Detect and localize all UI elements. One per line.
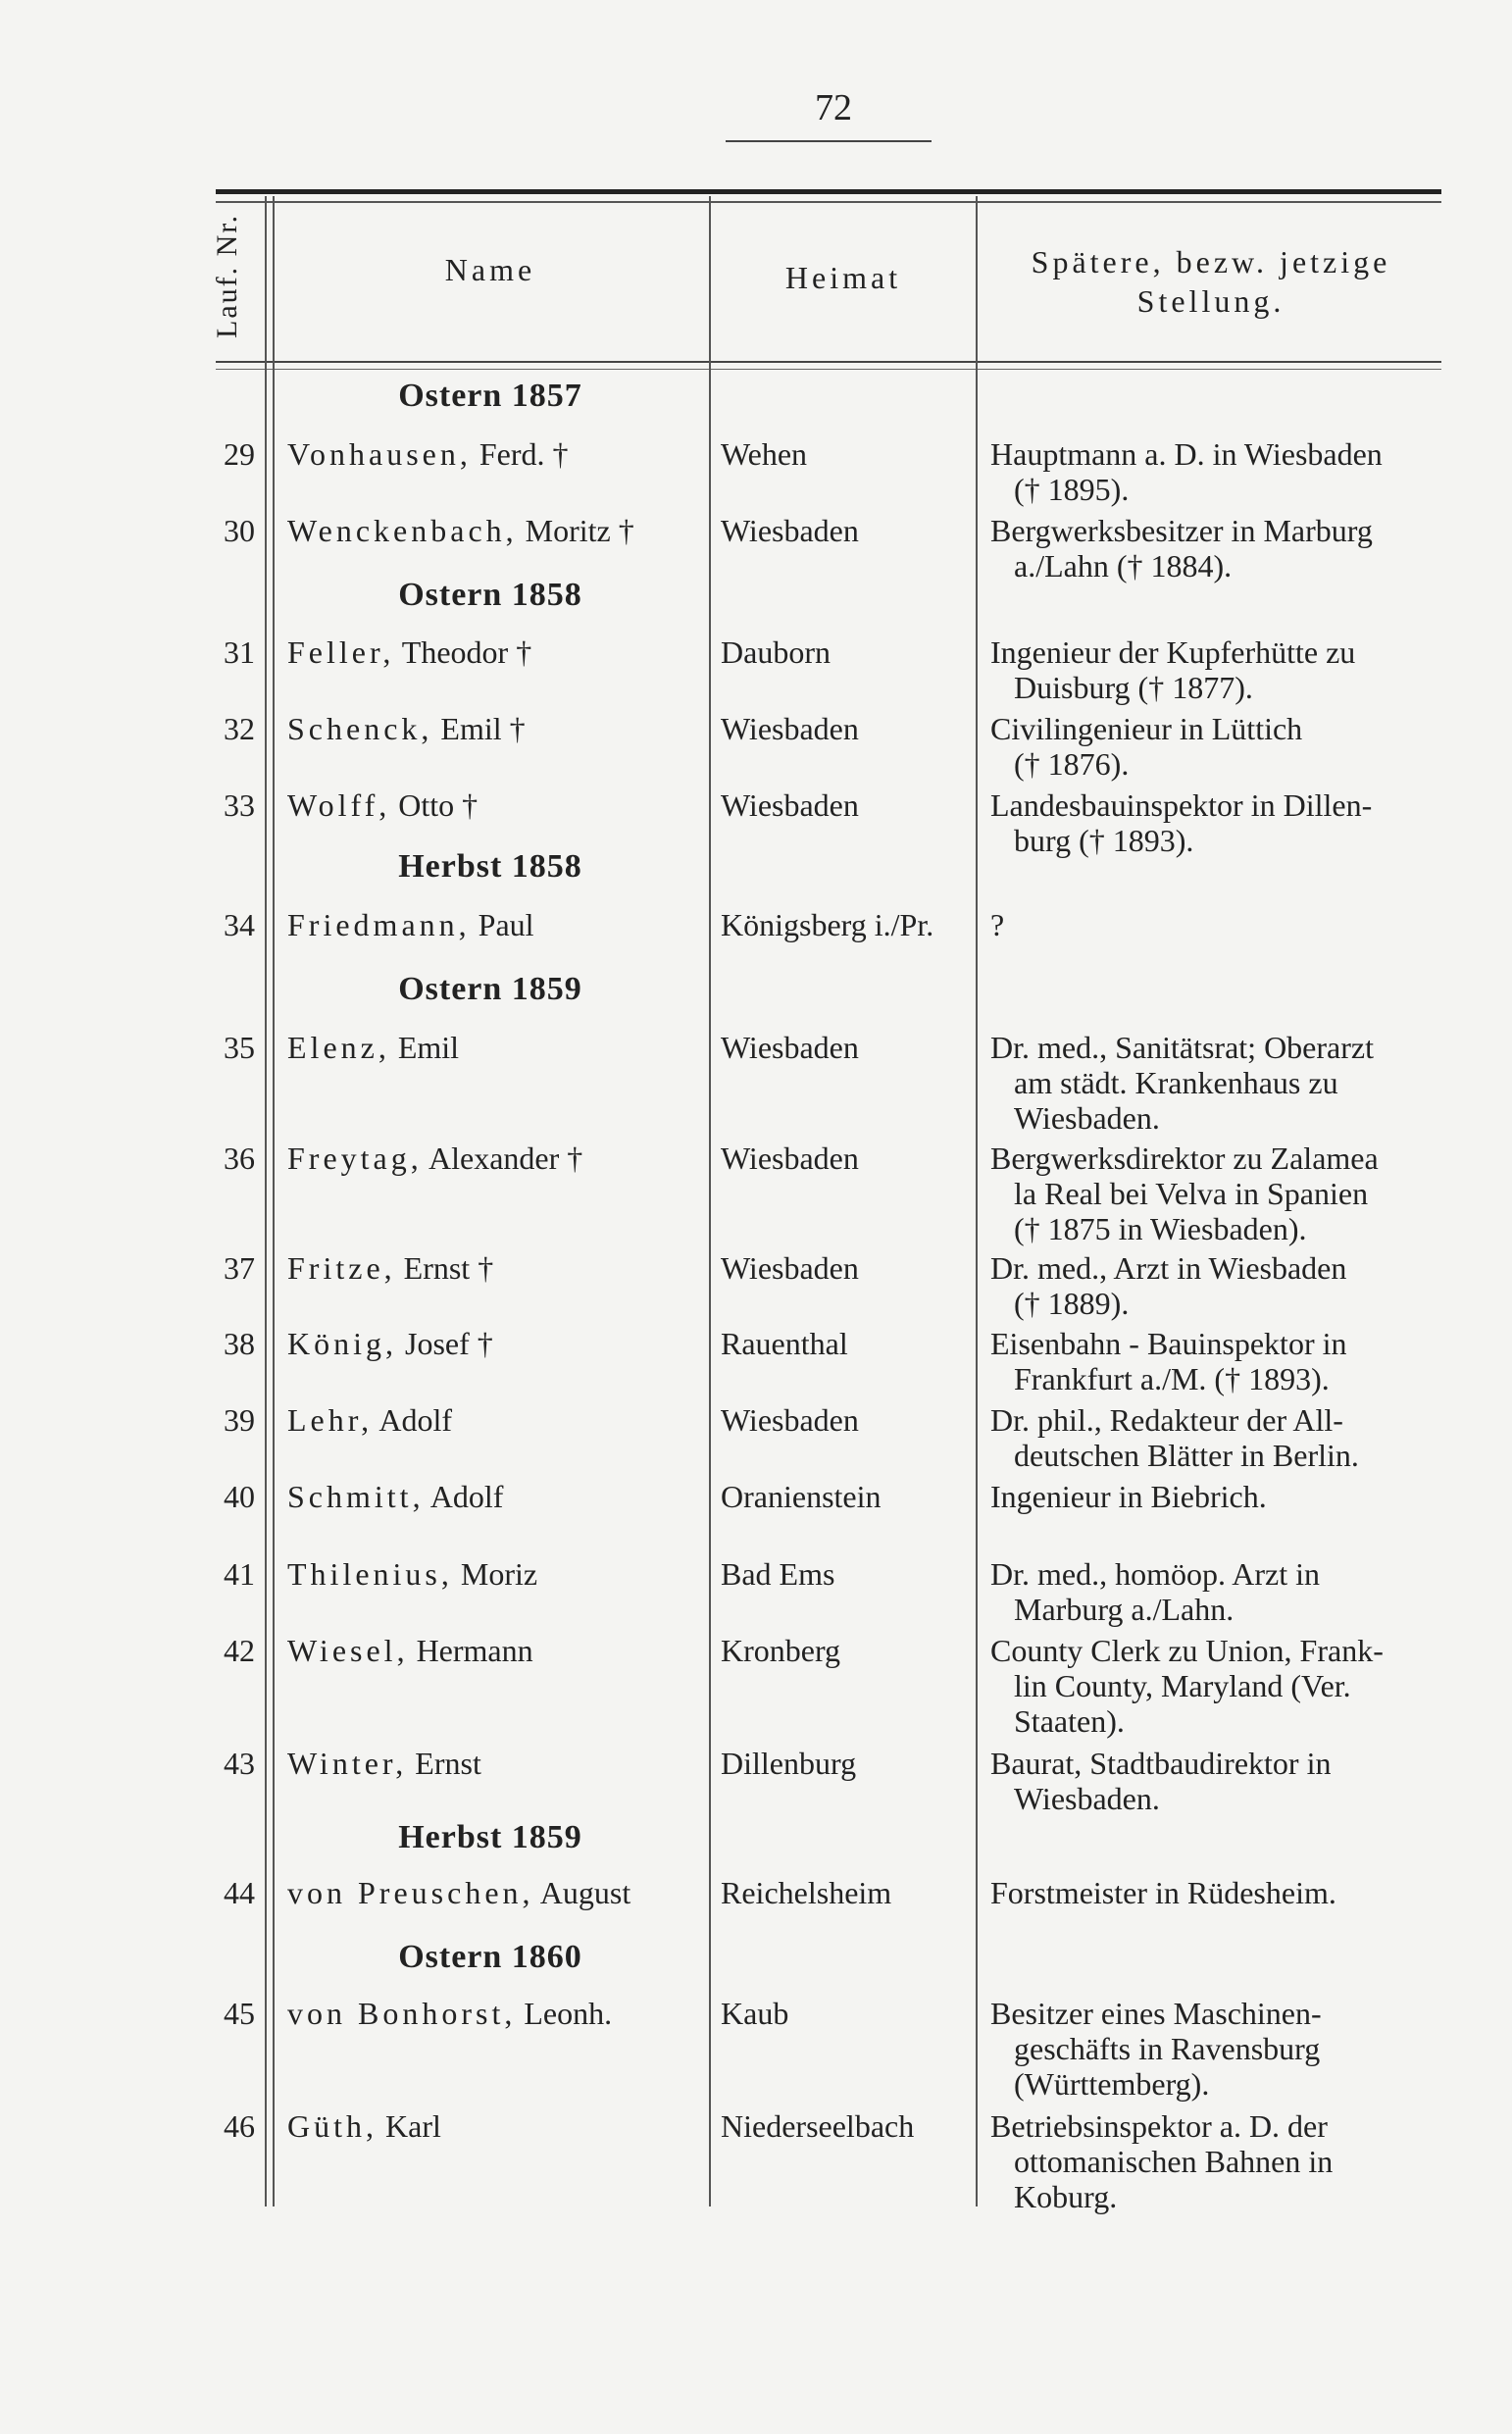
row-firstname: Moriz	[460, 1556, 538, 1592]
table-top-rule-thin	[216, 201, 1441, 203]
row-firstname: Otto †	[398, 787, 479, 823]
section-heading: Ostern 1860	[398, 1939, 582, 1975]
row-firstname: Karl	[385, 2108, 441, 2144]
row-stellung-line1: ?	[990, 907, 1005, 942]
row-heimat: Wiesbaden	[721, 1250, 859, 1286]
row-firstname: August	[539, 1875, 631, 1910]
row-number: 44	[224, 1875, 255, 1910]
row-stellung-line2: Duisburg († 1877).	[1014, 670, 1253, 705]
row-stellung	[990, 711, 1512, 782]
row-stellung	[990, 1402, 1512, 1473]
row-stellung	[990, 1875, 1512, 1910]
row-firstname: Moritz †	[525, 513, 634, 548]
row-heimat: Reichelsheim	[721, 1875, 892, 1910]
row-number: 33	[224, 787, 255, 823]
row-number: 46	[224, 2108, 255, 2144]
page-number-rule	[726, 140, 932, 142]
row-firstname: Alexander †	[428, 1141, 583, 1176]
row-lastname: Schenck,	[287, 711, 433, 746]
row-stellung-line1: Eisenbahn - Bauinspektor in	[990, 1326, 1347, 1361]
row-stellung-line2: a./Lahn († 1884).	[1014, 548, 1233, 583]
row-stellung-line1: Dr. med., Arzt in Wiesbaden	[990, 1250, 1347, 1286]
row-heimat: Wiesbaden	[721, 1402, 859, 1438]
row-number: 35	[224, 1030, 255, 1065]
row-lastname: Feller,	[287, 634, 395, 670]
row-stellung	[990, 2108, 1512, 2214]
page-number: 72	[815, 87, 852, 128]
row-number: 45	[224, 1996, 255, 2031]
row-heimat: Wiesbaden	[721, 711, 859, 746]
row-lastname: Fritze,	[287, 1250, 396, 1286]
row-stellung-line2: Marburg a./Lahn.	[1014, 1592, 1235, 1627]
header-stellung-line1: Spätere, bezw. jetzige	[1031, 244, 1391, 279]
section-heading: Ostern 1858	[398, 577, 582, 613]
row-heimat: Königsberg i./Pr.	[721, 907, 934, 942]
row-stellung-line1: County Clerk zu Union, Frank-	[990, 1633, 1384, 1668]
row-stellung-line1: Betriebsinspektor a. D. der	[990, 2108, 1328, 2144]
row-firstname: Emil †	[440, 711, 526, 746]
row-stellung-line3: († 1875 in Wiesbaden).	[1014, 1211, 1307, 1246]
table-top-rule	[216, 189, 1441, 194]
header-lauf-nr: Lauf. Nr.	[211, 213, 243, 338]
row-lastname: Thilenius,	[287, 1556, 453, 1592]
row-stellung	[990, 1030, 1512, 1136]
row-firstname: Josef †	[405, 1326, 493, 1361]
header-stellung	[981, 242, 1441, 321]
row-number: 41	[224, 1556, 255, 1592]
row-heimat: Oranienstein	[721, 1479, 882, 1514]
row-lastname: Winter,	[287, 1746, 408, 1781]
row-stellung-line1: Ingenieur der Kupferhütte zu	[990, 634, 1356, 670]
row-number: 43	[224, 1746, 255, 1781]
row-stellung	[990, 513, 1512, 583]
row-stellung-line1: Forstmeister in Rüdesheim.	[990, 1875, 1336, 1910]
row-number: 30	[224, 513, 255, 548]
row-lastname: Freytag,	[287, 1141, 423, 1176]
section-heading: Ostern 1857	[398, 378, 582, 414]
row-firstname: Adolf	[429, 1479, 504, 1514]
row-stellung-line1: Dr. med., Sanitätsrat; Oberarzt	[990, 1030, 1374, 1065]
row-number: 37	[224, 1250, 255, 1286]
row-stellung	[990, 1141, 1512, 1246]
row-heimat: Kaub	[721, 1996, 789, 2031]
row-firstname: Ferd. †	[479, 436, 569, 472]
row-firstname: Paul	[478, 907, 534, 942]
row-stellung-line3: (Württemberg).	[1014, 2066, 1210, 2102]
section-heading: Ostern 1859	[398, 971, 582, 1007]
row-firstname: Adolf	[378, 1402, 453, 1438]
row-stellung	[990, 1633, 1512, 1739]
header-name: Name	[444, 252, 536, 287]
row-stellung-line1: Bergwerksdirektor zu Zalamea	[990, 1141, 1379, 1176]
row-stellung-line3: Koburg.	[1014, 2179, 1118, 2214]
row-number: 31	[224, 634, 255, 670]
column-divider-1b	[273, 196, 275, 2206]
row-firstname: Emil	[397, 1030, 460, 1065]
row-heimat: Wiesbaden	[721, 1030, 859, 1065]
section-heading: Herbst 1859	[398, 1819, 582, 1855]
row-stellung	[990, 787, 1512, 858]
row-lastname: von Preuschen,	[287, 1875, 534, 1910]
row-stellung-line1: Besitzer eines Maschinen-	[990, 1996, 1322, 2031]
row-lastname: Güth,	[287, 2108, 378, 2144]
row-lastname: Vonhausen,	[287, 436, 472, 472]
row-lastname: Wenckenbach,	[287, 513, 518, 548]
row-heimat: Wehen	[721, 436, 808, 472]
row-stellung-line2: lin County, Maryland (Ver.	[1014, 1668, 1351, 1703]
row-stellung	[990, 1996, 1512, 2102]
row-firstname: Hermann	[416, 1633, 533, 1668]
row-firstname: Leonh.	[524, 1996, 613, 2031]
header-stellung-line2: Stellung.	[1136, 283, 1285, 319]
row-number: 34	[224, 907, 255, 942]
row-heimat: Wiesbaden	[721, 1141, 859, 1176]
row-stellung-line1: Hauptmann a. D. in Wiesbaden	[990, 436, 1383, 472]
row-stellung-line3: Staaten).	[1014, 1703, 1125, 1739]
row-stellung-line2: Wiesbaden.	[1014, 1781, 1160, 1816]
row-stellung	[990, 1556, 1512, 1627]
row-number: 39	[224, 1402, 255, 1438]
row-heimat: Dillenburg	[721, 1746, 857, 1781]
row-stellung-line1: Dr. phil., Redakteur der All-	[990, 1402, 1343, 1438]
row-stellung-line2: († 1876).	[1014, 746, 1130, 782]
row-heimat: Bad Ems	[721, 1556, 835, 1592]
row-lastname: Friedmann,	[287, 907, 471, 942]
row-stellung-line1: Landesbauinspektor in Dillen-	[990, 787, 1373, 823]
row-number: 40	[224, 1479, 255, 1514]
row-number: 36	[224, 1141, 255, 1176]
row-stellung	[990, 1250, 1512, 1321]
section-heading: Herbst 1858	[398, 848, 582, 885]
row-stellung	[990, 1479, 1512, 1514]
row-stellung-line2: († 1895).	[1014, 472, 1130, 507]
row-stellung	[990, 436, 1512, 507]
row-stellung	[990, 1326, 1512, 1396]
row-stellung-line2: († 1889).	[1014, 1286, 1130, 1321]
row-heimat: Rauenthal	[721, 1326, 848, 1361]
row-number: 32	[224, 711, 255, 746]
row-lastname: König,	[287, 1326, 397, 1361]
row-heimat: Dauborn	[721, 634, 831, 670]
header-heimat: Heimat	[784, 260, 902, 295]
row-heimat: Wiesbaden	[721, 787, 859, 823]
row-stellung-line1: Civilingenieur in Lüttich	[990, 711, 1303, 746]
row-lastname: Elenz,	[287, 1030, 390, 1065]
row-stellung-line2: geschäfts in Ravensburg	[1014, 2031, 1321, 2066]
row-lastname: von Bonhorst,	[287, 1996, 517, 2031]
row-heimat: Niederseelbach	[721, 2108, 915, 2144]
row-stellung-line1: Dr. med., homöop. Arzt in	[990, 1556, 1320, 1592]
row-stellung	[990, 634, 1512, 705]
row-stellung	[990, 907, 1512, 942]
row-lastname: Lehr,	[287, 1402, 374, 1438]
row-stellung-line1: Ingenieur in Biebrich.	[990, 1479, 1267, 1514]
header-bottom-rule	[216, 361, 1441, 363]
row-stellung	[990, 1746, 1512, 1816]
row-stellung-line2: burg († 1893).	[1014, 823, 1194, 858]
row-stellung-line2: deutschen Blätter in Berlin.	[1014, 1438, 1359, 1473]
row-stellung-line1: Baurat, Stadtbaudirektor in	[990, 1746, 1332, 1781]
row-number: 38	[224, 1326, 255, 1361]
column-divider-1	[265, 196, 267, 2206]
row-lastname: Wolff,	[287, 787, 391, 823]
row-stellung-line2: ottomanischen Bahnen in	[1014, 2144, 1334, 2179]
header-bottom-rule-thin	[216, 369, 1441, 370]
row-number: 29	[224, 436, 255, 472]
row-stellung-line2: la Real bei Velva in Spanien	[1014, 1176, 1369, 1211]
row-heimat: Kronberg	[721, 1633, 841, 1668]
row-stellung-line2: am städt. Krankenhaus zu	[1014, 1065, 1338, 1100]
row-stellung-line1: Bergwerksbesitzer in Marburg	[990, 513, 1373, 548]
row-firstname: Theodor †	[401, 634, 532, 670]
row-firstname: Ernst †	[403, 1250, 494, 1286]
row-firstname: Ernst	[415, 1746, 481, 1781]
row-heimat: Wiesbaden	[721, 513, 859, 548]
row-stellung-line2: Frankfurt a./M. († 1893).	[1014, 1361, 1330, 1396]
row-lastname: Schmitt,	[287, 1479, 425, 1514]
row-lastname: Wiesel,	[287, 1633, 409, 1668]
row-stellung-line3: Wiesbaden.	[1014, 1100, 1160, 1136]
row-number: 42	[224, 1633, 255, 1668]
